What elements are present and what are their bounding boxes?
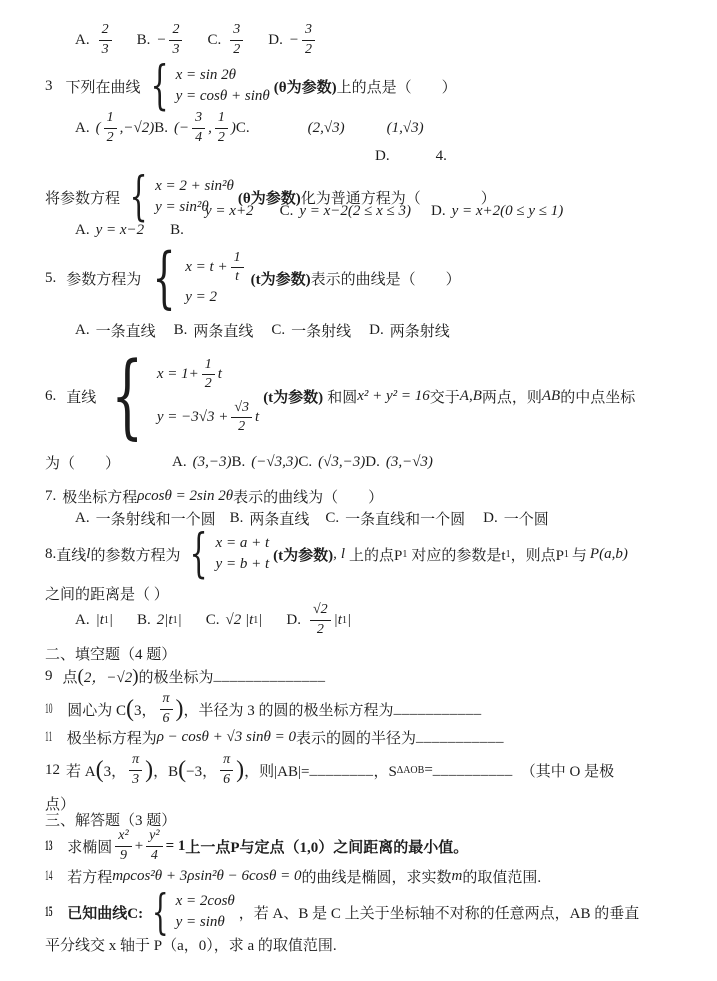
- question-6: [45, 342, 636, 449]
- question-text: ，S: [373, 763, 397, 780]
- option-a-value: 一条射线和一个圆: [95, 512, 216, 528]
- paren: ): [230, 119, 236, 136]
- line-l: l: [86, 545, 91, 562]
- question-12: [45, 752, 614, 788]
- equation-system: [143, 239, 246, 316]
- question-text: 和圆: [327, 389, 358, 406]
- comma: ,: [333, 545, 337, 562]
- fraction: $\frac{3}{4}$: [192, 110, 205, 145]
- section-title: 三、解答题（3 题）: [45, 813, 177, 829]
- polar-equation: ρ − cosθ + √3 sinθ = 0: [156, 729, 297, 745]
- option-c-value: 一条射线: [291, 324, 352, 340]
- question-text: （其中 O 是极: [520, 763, 615, 780]
- brace: {: [149, 56, 169, 116]
- option-a-label: A.: [75, 611, 90, 628]
- question-text: 若方程: [67, 870, 113, 886]
- paren: ): [132, 665, 139, 687]
- question-8-options: [75, 598, 351, 642]
- question-text: 极坐标方程为: [66, 731, 157, 747]
- option-b-value: y = x+2: [205, 203, 254, 219]
- question-3: [45, 56, 457, 116]
- paren: (: [77, 665, 84, 687]
- option-b-label: B.: [173, 322, 188, 338]
- question-text: 上的点是（ ）: [336, 79, 457, 96]
- option-c-value-1: (2,√3): [307, 119, 345, 136]
- option-d-value: |t: [333, 611, 342, 628]
- question-3-option-d: [375, 148, 447, 165]
- fraction: $\frac{\pi}{6}$: [220, 752, 233, 787]
- option-d-label: D.: [268, 31, 283, 48]
- equation-system: [143, 56, 270, 116]
- option-c-label: C.: [279, 203, 294, 219]
- question-text: 点）: [45, 797, 76, 813]
- option-b-value: 2|t: [156, 611, 173, 628]
- comma: ,: [208, 119, 212, 136]
- bar: |: [108, 611, 114, 628]
- question-text: 对应的参数是t: [411, 547, 506, 564]
- question-10: [45, 692, 482, 726]
- question-text: ，则|AB|=: [244, 763, 310, 780]
- equation-x: x = t + $\frac{1}{t}$: [185, 250, 246, 285]
- option-d-value: 两条射线: [389, 324, 450, 340]
- fraction: $\frac{3}{2}$: [230, 22, 243, 57]
- subscript: 1: [341, 614, 347, 626]
- question-number: 15: [45, 903, 53, 920]
- question-15: [45, 884, 640, 940]
- point-a-value: 3，: [103, 763, 127, 780]
- option-d-value: 4.: [435, 148, 447, 164]
- equation-x: x = sin 2θ: [175, 67, 237, 83]
- option-c-label: C.: [207, 31, 222, 48]
- option-b-label: B.: [136, 31, 151, 48]
- option-c-value-2: (1,√3): [386, 119, 424, 136]
- question-text: 求椭圆: [67, 839, 113, 856]
- answer-blank: ___________: [393, 700, 482, 717]
- question-number: 6.: [45, 387, 57, 404]
- equation-y: y = −3√3 + $\frac{√3}{2}$ t: [156, 400, 260, 435]
- fraction: $\frac{3}{2}$: [302, 22, 315, 57]
- option-d-value: (3,−√3): [385, 454, 433, 470]
- option-c-label: C.: [205, 611, 220, 628]
- fraction: $\frac{1}{2}$: [215, 110, 228, 145]
- brace: {: [151, 884, 169, 940]
- question-number: 5.: [45, 269, 57, 286]
- segment-ab: AB: [541, 387, 561, 404]
- bar: |: [258, 611, 263, 628]
- parameter-note: (t为参数): [263, 389, 324, 406]
- bar: |: [346, 611, 352, 628]
- option-c-value: √2 |t: [225, 611, 254, 628]
- answer-blank-1: ________: [309, 761, 374, 778]
- question-6-options: [45, 452, 433, 473]
- subscript: 1: [172, 614, 178, 626]
- center-value: 3，: [134, 702, 157, 719]
- question-text: 直线: [56, 547, 87, 564]
- equation-x: x = 1+ $\frac{1}{2}$ t: [156, 356, 222, 391]
- minus-sign: −: [288, 31, 299, 48]
- equation-x: x = 2cosθ: [175, 893, 235, 909]
- polar-equation: ρcosθ = 2sin 2θ: [137, 488, 234, 504]
- option-a-label: A.: [75, 31, 90, 48]
- parameter-note: (t为参数): [250, 271, 311, 288]
- question-text: 将参数方程: [45, 190, 121, 207]
- equation-y: y = sinθ: [175, 914, 225, 930]
- fraction: $\frac{2}{3}$: [99, 22, 112, 57]
- parameter-note: (θ为参数): [237, 190, 301, 207]
- question-text: 化为普通方程为（ ）: [300, 190, 496, 207]
- question-5: [45, 239, 461, 316]
- question-text: 交于: [429, 389, 460, 406]
- option-a-label: A.: [172, 454, 187, 470]
- option-a-value: 一条直线: [95, 324, 156, 340]
- fraction: $\frac{\pi}{6}$: [160, 691, 173, 726]
- option-d-label: D.: [286, 611, 301, 628]
- question-text: ，半径为 3 的圆的极坐标方程为: [183, 702, 394, 719]
- brace: {: [111, 342, 144, 449]
- option-c-value: y = x−2(2 ≤ x ≤ 3): [299, 203, 412, 219]
- question-text: ，若 A、B 是 C 上关于坐标轴不对称的任意两点，AB 的垂直: [238, 905, 640, 922]
- option-a-value: y = x−2: [95, 222, 145, 238]
- option-b-value: 两条直线: [193, 324, 254, 340]
- question-text: 表示的圆的半径为: [296, 731, 417, 747]
- question-text: 为（ ）: [45, 456, 121, 472]
- question-7: [45, 486, 383, 507]
- option-a-value: ,−√2): [119, 119, 155, 136]
- fraction: $\frac{1}{2}$: [202, 357, 215, 392]
- option-c-label: C.: [235, 119, 250, 136]
- polar-equation: mρcos²θ + 3ρsin²θ − 6cosθ = 0: [112, 868, 302, 884]
- option-b-label: B.: [154, 119, 168, 136]
- option-a-value: (3,−3): [192, 454, 232, 470]
- equals: =: [424, 761, 433, 778]
- option-d-value: 一个圆: [503, 512, 549, 528]
- equals-one: = 1: [165, 837, 186, 854]
- option-c-label: C.: [271, 322, 286, 338]
- question-3-options: [75, 106, 424, 150]
- paren: (: [95, 119, 101, 136]
- option-b-label: B.: [137, 611, 151, 628]
- fraction: $\frac{\text{x²}}{9}$: [115, 828, 131, 863]
- paren: (: [178, 757, 187, 783]
- question-7-options: [75, 508, 549, 529]
- equation-x: x = a + t: [215, 535, 270, 551]
- fraction: $\frac{\text{y²}}{4}$: [146, 828, 162, 863]
- fraction: $\frac{√2}{2}$: [310, 602, 331, 637]
- option-d-label: D.: [431, 203, 446, 219]
- subscript-triangle-aob: ΔAOB: [396, 764, 425, 776]
- option-b-label: B.: [170, 222, 184, 238]
- question-text: 直线: [66, 389, 97, 406]
- question-15-line2: [45, 934, 337, 955]
- option-b-value: (−√3,3): [251, 454, 299, 470]
- question-text: 的取值范围.: [462, 870, 542, 886]
- question-8: [45, 524, 628, 584]
- subscript: 1: [505, 548, 511, 560]
- brace: {: [129, 167, 148, 227]
- question-text: 两点，则: [481, 389, 542, 406]
- fraction: $\frac{1}{2}$: [104, 110, 117, 145]
- option-d-label: D.: [365, 454, 380, 470]
- option-a-label: A.: [75, 119, 90, 136]
- fraction: $\frac{\pi}{3}$: [129, 752, 142, 787]
- question-text: 下列在曲线: [65, 79, 141, 96]
- question-number: 14: [45, 868, 53, 884]
- bar: |: [177, 611, 182, 628]
- question-text: 平分线交 x 轴于 P（a，0），求 a 的取值范围.: [45, 938, 337, 954]
- question-number: 13: [45, 837, 53, 854]
- point-value: 2，−√2: [83, 669, 133, 686]
- paren: ): [145, 757, 154, 783]
- question-text: 若 A: [66, 763, 96, 780]
- question-text: 之间的距离是（ ）: [45, 587, 169, 603]
- question-text: 表示的曲线是（ ）: [310, 271, 461, 288]
- option-a-value: |t: [95, 611, 104, 628]
- question-number: 10: [45, 700, 53, 717]
- paren: (: [95, 757, 104, 783]
- section-title: 二、填空题（4 题）: [45, 647, 177, 663]
- circle-equation: x² + y² = 16: [357, 387, 430, 404]
- option-c-value: 一条直线和一个圆: [345, 512, 466, 528]
- question-2-options: [75, 16, 318, 64]
- equation-system: [98, 342, 260, 449]
- subscript: 1: [103, 614, 109, 626]
- question-number: 8.: [45, 545, 57, 562]
- question-14: [45, 866, 541, 887]
- fraction: $\frac{√3}{2}$: [231, 400, 252, 435]
- option-d-label: D.: [483, 510, 498, 526]
- question-number: 12: [45, 761, 60, 778]
- paren: (−: [173, 119, 190, 136]
- variable-m: m: [451, 868, 463, 884]
- question-11: [45, 727, 504, 748]
- paren: (: [126, 696, 135, 722]
- plus-sign: +: [134, 837, 144, 854]
- option-b-label: B.: [231, 454, 246, 470]
- minus-sign: −: [156, 31, 167, 48]
- brace: {: [189, 524, 209, 584]
- question-text: 的曲线是椭圆，求实数: [301, 870, 452, 886]
- question-13: [45, 826, 468, 866]
- parameter-note: (θ为参数): [273, 79, 337, 96]
- brace: {: [152, 239, 176, 316]
- question-text: 的极坐标为: [138, 669, 214, 686]
- option-b-label: B.: [229, 510, 244, 526]
- question-4-options-row1: [205, 203, 563, 220]
- line-l: l: [340, 545, 346, 562]
- equation-y: y = b + t: [215, 556, 270, 572]
- points: A,B: [459, 387, 482, 404]
- question-text: 参数方程为: [66, 271, 142, 288]
- point-p: P(a,b): [589, 545, 628, 562]
- option-c-label: C.: [325, 510, 340, 526]
- question-text: 点: [62, 669, 78, 686]
- answer-blank: ___________: [416, 729, 505, 745]
- subscript: 1: [563, 548, 569, 560]
- question-number: 3: [45, 77, 53, 94]
- paren: ): [236, 757, 245, 783]
- option-a-label: A.: [75, 222, 90, 238]
- question-9: [45, 662, 326, 690]
- option-b-value: 两条直线: [249, 512, 310, 528]
- equation-y: y = 2: [185, 289, 218, 306]
- option-a-label: A.: [75, 322, 90, 338]
- question-text: 圆心为 C: [67, 702, 127, 719]
- equation-y: y = sin²θ: [155, 199, 209, 215]
- equation-system: [182, 524, 270, 584]
- option-c-label: C.: [298, 454, 313, 470]
- option-c-value: (√3,−3): [318, 454, 366, 470]
- option-a-label: A.: [75, 510, 90, 526]
- question-text: 与: [571, 547, 587, 564]
- question-text: 极坐标方程: [62, 490, 138, 506]
- question-text: 上一点P与定点（1,0）之间距离的最小值。: [185, 839, 469, 856]
- equation-system: [145, 884, 235, 940]
- answer-blank-2: __________: [432, 761, 513, 778]
- equation-y: y = cosθ + sinθ: [175, 88, 270, 104]
- option-d-label: D.: [375, 148, 390, 164]
- question-text: ，B: [153, 763, 179, 780]
- subscript: 1: [253, 614, 259, 626]
- question-text: ，则点P: [510, 547, 564, 564]
- subscript: 1: [402, 548, 408, 560]
- paren: ): [175, 696, 184, 722]
- point-b-value: −3，: [186, 763, 218, 780]
- question-5-options: [75, 320, 450, 341]
- fraction: $\frac{2}{3}$: [169, 22, 182, 57]
- option-d-value: y = x+2(0 ≤ y ≤ 1): [451, 203, 564, 219]
- parameter-note: (t为参数): [273, 547, 334, 564]
- question-4-options-row2: [75, 222, 190, 239]
- equation-x: x = 2 + sin²θ: [155, 178, 234, 194]
- question-text: 已知曲线C:: [67, 905, 144, 922]
- question-text: 的参数方程为: [90, 547, 181, 564]
- section-2-heading: [45, 643, 176, 664]
- option-d-label: D.: [369, 322, 384, 338]
- question-number: 9: [45, 667, 53, 684]
- question-text: 的中点坐标: [560, 389, 636, 406]
- question-text: 表示的曲线为（ ）: [233, 490, 384, 506]
- question-number: 7.: [45, 488, 57, 504]
- fraction: $\frac{1}{t}$: [231, 250, 244, 285]
- question-text: 上的点P: [349, 547, 403, 564]
- answer-blank: ______________: [213, 667, 326, 684]
- question-number: 11: [45, 729, 53, 745]
